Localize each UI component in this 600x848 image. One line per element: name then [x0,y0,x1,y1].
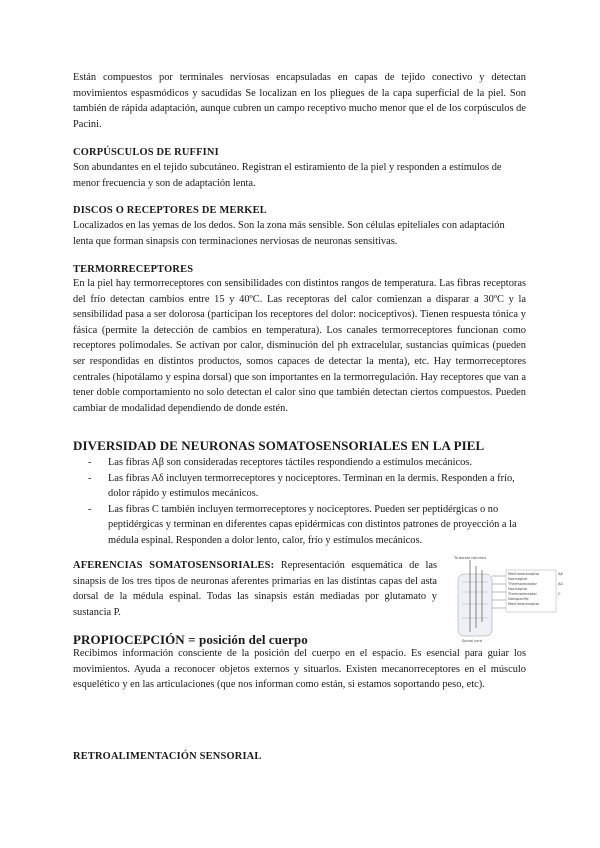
termorreceptores-heading: TERMORRECEPTORES [73,264,194,275]
aferencias-text: Representación esquemática de las sinapsis de los tres tipos de neuronas aferentes primarias en las distintas capas del asta dorsal de la médula espinal. Todas las sinapsis están mediadas por glutamato y sustancia P. [73,560,437,618]
aferencias-paragraph [73,558,437,620]
retroalimentacion-heading: RETROALIMENTACIÓN SENSORIAL [73,751,262,762]
list-item [88,502,528,549]
list-item-text: Las fibras Aδ incluyen termorreceptores y nociceptores. Terminan en la dermis. Responden a frío, dolor rápido y estímulos mecánicos. [108,472,515,500]
list-item [88,471,528,502]
figure-label: Thermoreceptor [508,592,537,596]
bullet-dash: - [88,503,92,515]
figure-label: Thermoreceptor [508,582,537,586]
diversidad-list [88,455,528,549]
merkel-heading: DISCOS O RECEPTORES DE MERKEL [73,205,267,216]
intro-paragraph: Están compuestos por terminales nerviosas encapsuladas en capas de tejido conectivo y detectan movimientos espasmódicos y sacudidas Se localizan en los pliegues de la capa superficial de la piel. Son también de rápida adaptación, aunque cubren un campo receptivo mucho menor que el de los corpúsculos de Pacini. [73,72,526,130]
termorreceptores-paragraph: En la piel hay termorreceptores con sensibilidades con distintos rangos de temperatura. Las fibras receptoras del frío detectan cambios entre 15 y 40ºC. Las receptoras del calor comienzan a disparar a 30ºC y la sensibilidad pasa a ser dolorosa (participan los receptores del dolor: nociceptivos). Tienen respuesta tónica y fásica (permite la detección de cambios en temperatura). Los canales termorreceptores funcionan como receptores polimodales. Se activan por calor, disminución del ph extracelular, sustancias químicas (pueden ser respondidas en distintos productos, somos capaces de detectar la menta), etc. Hay termorreceptores centrales (hipotálamo y espina dorsal) que son importantes en la termorregulación. Hay receptores que van a tener doble comportamiento no solo detectan el calor sino que también detectan ciertos compuestos. Pueden cambiar de modalidad dependiendo de donde estén. [73,278,526,414]
figure-label: Nonspecific [508,597,529,601]
ruffini-heading: CORPÚSCULOS DE RUFFINI [73,147,219,158]
figure-label: Nociceptor [508,587,528,591]
propiocepcion-heading: PROPIOCEPCIÓN = posición del cuerpo [73,632,308,647]
figure-label: Mechanoreceptor [508,572,540,576]
bullet-dash: - [88,472,92,484]
list-item-text: Las fibras Aβ son consideradas receptores táctiles respondiendo a estímulos mecánicos. [108,457,472,468]
bullet-dash: - [88,457,92,468]
figure-label: Aβ [558,572,563,576]
list-item [88,455,528,471]
propiocepcion-paragraph: Recibimos información consciente de la posición del cuerpo en el espacio. Es esencial para guiar los movimientos. Ayuda a reconocer objetos externos y situarlos. Existen mecanorreceptores en el músculo esquelético y en las articulaciones (que nos informan como están, si estamos soportando peso, etc). [73,648,526,691]
merkel-paragraph: Localizados en las yemas de los dedos. Son la zona más sensible. Son células epiteliales con adaptación lenta que forman sinapsis con terminaciones nerviosas de neuronas sensitivas. [73,220,505,247]
spinal-cord-diagram [448,552,568,644]
dorsal-horn-shape [458,574,492,636]
list-item-text: Las fibras C también incluyen termorreceptores y nociceptores. Pueden ser peptidérgicas o no peptidérgicas y terminan en diferentes capas epidérmicas con distintos patrones de proyección a la médula espinal. Responden a dolor lento, calor, frío y estímulos mecánicos. [108,503,517,546]
figure-label: Aδ [558,582,563,586]
afferent-synapses-figure [448,552,568,644]
figure-label: C [558,592,561,596]
figure-label: Nociceptor [508,577,528,581]
ruffini-paragraph: Son abundantes en el tejido subcutáneo. Registran el estiramiento de la piel y responden a estímulos de menor frecuencia y son de adaptación lenta. [73,162,502,189]
aferencias-heading: AFERENCIAS SOMATOSENSORIALES: [73,560,275,571]
figure-label: Mechanoreceptor [508,602,540,606]
diversidad-heading: DIVERSIDAD DE NEURONAS SOMATOSENSORIALES EN LA PIEL [73,438,485,453]
figure-label: To dorsal columns [454,556,487,560]
figure-label: Spinal cord [462,639,483,643]
